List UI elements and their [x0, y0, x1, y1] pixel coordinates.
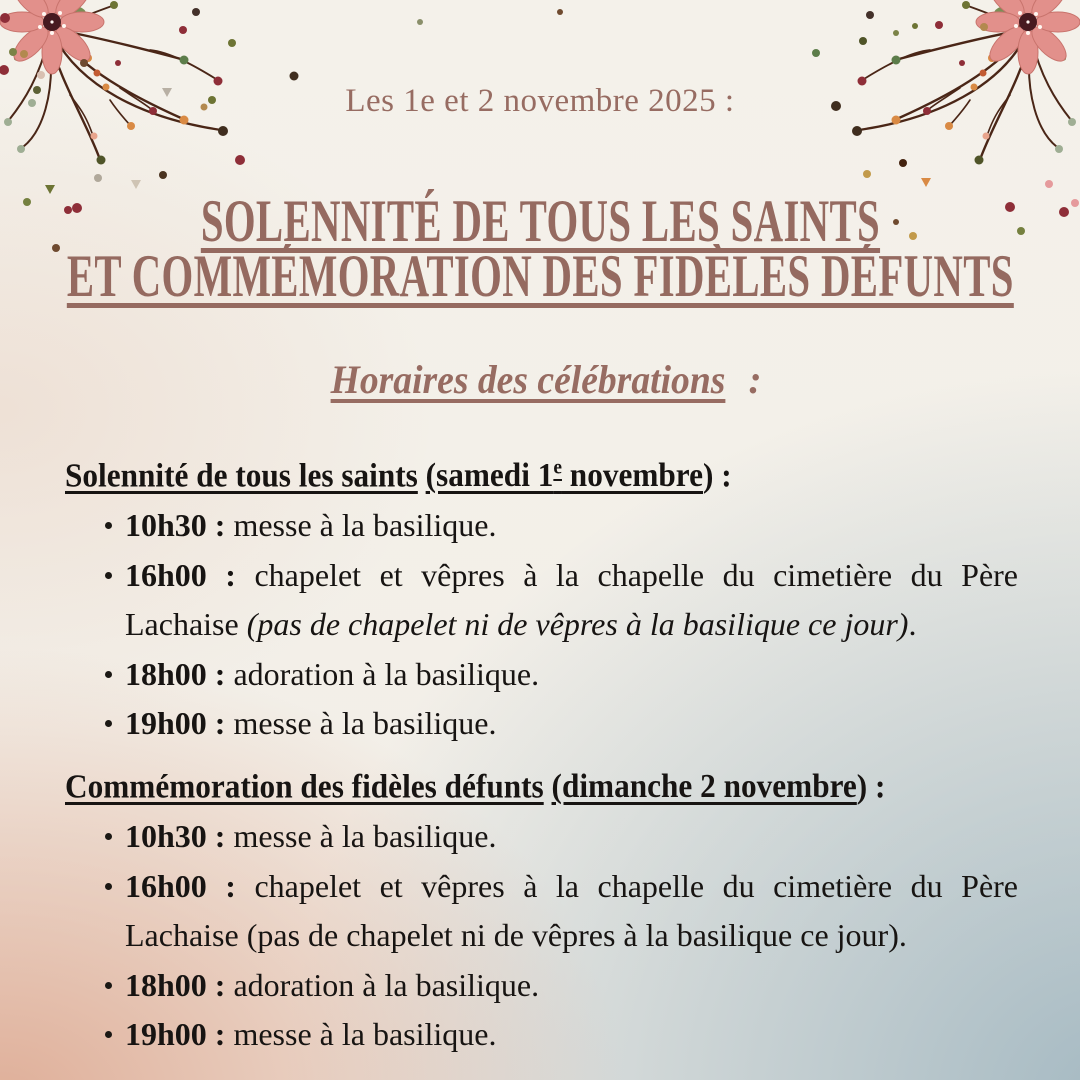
- schedule-item: 18h00 : adoration à la basilique.: [125, 961, 1018, 1011]
- schedule-title: Horaires des célébrations :: [330, 357, 762, 402]
- section1-heading: Solennité de tous les saints (samedi 1e novembre) :: [65, 455, 732, 495]
- schedule-item: 19h00 : messe à la basilique.: [125, 1010, 1018, 1060]
- schedule-content: [65, 446, 1018, 1068]
- main-title-line1: SOLENNITÉ DE TOUS LES SAINTS: [200, 188, 880, 254]
- section1-schedule-list: [65, 501, 1018, 749]
- date-subtitle: Les 1e et 2 novembre 2025 :: [345, 83, 735, 119]
- schedule-item: 10h30 : messe à la basilique.: [125, 501, 1018, 551]
- main-title: [0, 188, 1080, 309]
- schedule-item: 16h00 : chapelet et vêpres à la chapelle du cimetière du Père Lachaise (pas de chapelet ni de vêpres à la basilique ce jour).: [125, 862, 1018, 961]
- schedule-item: 16h00 : chapelet et vêpres à la chapelle du cimetière du Père Lachaise (pas de chapelet ni de vêpres à la basilique ce jour).: [125, 551, 1018, 650]
- schedule-item: 18h00 : adoration à la basilique.: [125, 650, 1018, 700]
- section2-schedule-list: [65, 812, 1018, 1060]
- section2-heading: Commémoration des fidèles défunts (dimanche 2 novembre) :: [65, 768, 886, 806]
- schedule-item: 19h00 : messe à la basilique.: [125, 699, 1018, 749]
- schedule-item: 10h30 : messe à la basilique.: [125, 812, 1018, 862]
- main-title-line2: ET COMMÉMORATION DES FIDÈLES DÉFUNTS: [66, 243, 1014, 309]
- schedule-title-colon: :: [738, 357, 762, 402]
- superscript-e: e: [553, 455, 562, 479]
